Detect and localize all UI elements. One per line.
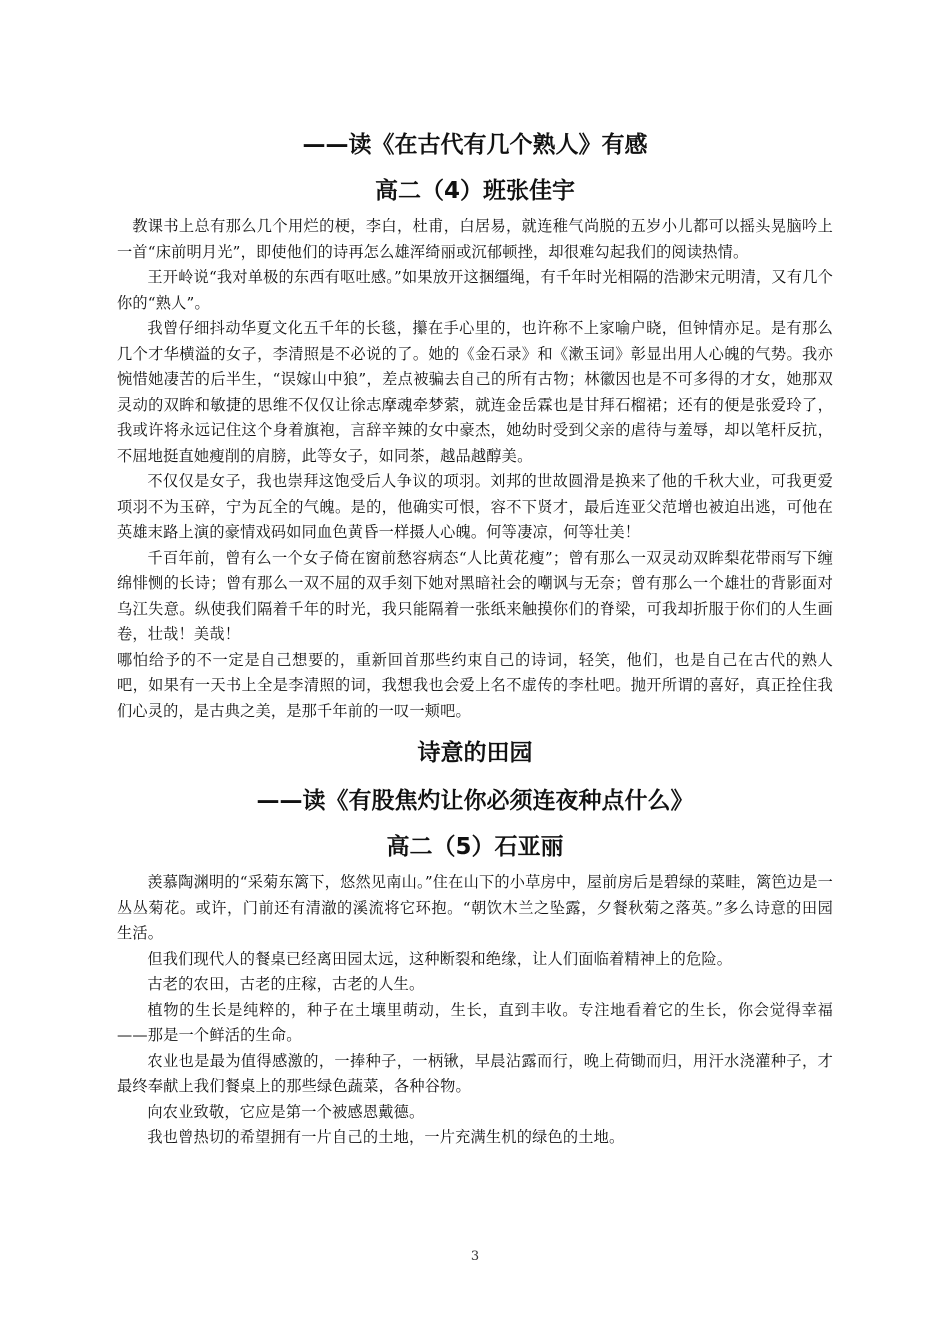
essay2-paragraph: 植物的生长是纯粹的，种子在土壤里萌动，生长，直到丰收。专注地看着它的生长，你会觉得幸福——那是一个鲜活的生命。 bbox=[117, 1000, 833, 1044]
essay2-title: 诗意的田园 bbox=[417, 740, 533, 766]
essay1-paragraph: 不仅仅是女子，我也崇拜这饱受后人争议的项羽。刘邦的世故圆滑是换来了他的千秋大业，可我更爱项羽不为玉碎，宁为瓦全的气魄。是的，他确实可恨，容不下贤才，最后连亚父范增也被迫出逃，可他在英雄末路上演的豪情戏码如同血色黄昏一样摄人心魄。何等凄凉，何等壮美！ bbox=[117, 472, 833, 541]
essay1-paragraph: 千百年前，曾有么一个女子倚在窗前愁容病态“人比黄花瘦”；曾有那么一双灵动双眸梨花带雨写下缠绵悱恻的长诗；曾有那么一双不屈的双手刻下她对黑暗社会的嘲讽与无奈；曾有那么一个雄壮的背影面对乌江失意。纵使我们隔着千年的时光，我只能隔着一张纸来触摸你们的脊梁，可我却折服于你们的人生画卷，壮哉！美哉！ bbox=[117, 548, 833, 643]
essay2-author: 高二（5）石亚丽 bbox=[386, 834, 564, 860]
essay2-paragraph: 羡慕陶渊明的“采菊东篱下，悠然见南山。”住在山下的小草房中，屋前房后是碧绿的菜畦，篱笆边是一丛丛菊花。或许，门前还有清澈的溪流将它环抱。“朝饮木兰之坠露，夕餐秋菊之落英。”多么诗意的田园生活。 bbox=[117, 873, 833, 942]
page-number: 3 bbox=[470, 1249, 480, 1264]
document-page bbox=[117, 118, 833, 1151]
essay1-author: 高二（4）班张佳宇 bbox=[374, 178, 575, 204]
essay2-paragraph: 我也曾热切的希望拥有一片自己的土地，一片充满生机的绿色的土地。 bbox=[147, 1128, 625, 1146]
essay2-paragraph: 向农业致敬，它应是第一个被感恩戴德。 bbox=[147, 1102, 425, 1121]
essay1-paragraph: 教课书上总有那么几个用烂的梗，李白，杜甫，白居易，就连稚气尚脱的五岁小儿都可以摇头晃脑吟上一首“床前明月光”，即使他们的诗再怎么雄浑绮丽或沉郁顿挫，却很难勾起我们的阅读热情。 bbox=[117, 217, 833, 261]
essay2-paragraph: 农业也是最为值得感激的，一捧种子，一柄锹，早晨沾露而行，晚上荷锄而归，用汗水浇灌种子，才最终奉献上我们餐桌上的那些绿色蔬菜，各种谷物。 bbox=[117, 1051, 833, 1095]
essay1-paragraph: 我曾仔细抖动华夏文化五千年的长毯，攥在手心里的，也许称不上家喻户晓，但钟情亦足。是有那么几个才华横溢的女子，李清照是不必说的了。她的《金石录》和《漱玉词》彰显出用人心魄的气势。我亦惋惜她凄苦的后半生，“误嫁山中狼”，差点被骗去自己的所有古物；林徽因也是不可多得的才女，她那双灵动的双眸和敏捷的思维不仅仅让徐志摩魂牵梦萦，就连金岳霖也是甘拜石榴裙；还有的便是张爱玲了，我或许将永远记住这个身着旗袍，言辞辛辣的女中豪杰，她幼时受到父亲的虐待与羞辱，却以笔杆反抗，不屈地挺直她瘦削的肩膀，此等女子，如同茶，越品越醇美。 bbox=[117, 319, 833, 465]
essay2-paragraph: 但我们现代人的餐桌已经离田园太远，这种断裂和绝缘，让人们面临着精神上的危险。 bbox=[147, 949, 733, 968]
essay1-subtitle: ——读《在古代有几个熟人》有感 bbox=[302, 132, 648, 158]
essay2-paragraph: 古老的农田，古老的庄稼，古老的人生。 bbox=[147, 975, 425, 993]
essay1-paragraph: 王开岭说“我对单极的东西有呕吐感。”如果放开这捆缰绳，有千年时光相隔的浩渺宋元明清，又有几个你的“熟人”。 bbox=[117, 268, 833, 312]
essay2-subtitle: ——读《有股焦灼让你必须连夜种点什么》 bbox=[256, 788, 694, 814]
essay1-paragraph: 哪怕给予的不一定是自己想要的，重新回首那些约束自己的诗词，轻笑，他们，也是自己在古代的熟人吧，如果有一天书上全是李清照的词，我想我也会爱上名不虚传的李杜吧。抛开所谓的喜好，真正拴住我们心灵的，是古典之美，是那千年前的一叹一颊吧。 bbox=[117, 650, 833, 720]
